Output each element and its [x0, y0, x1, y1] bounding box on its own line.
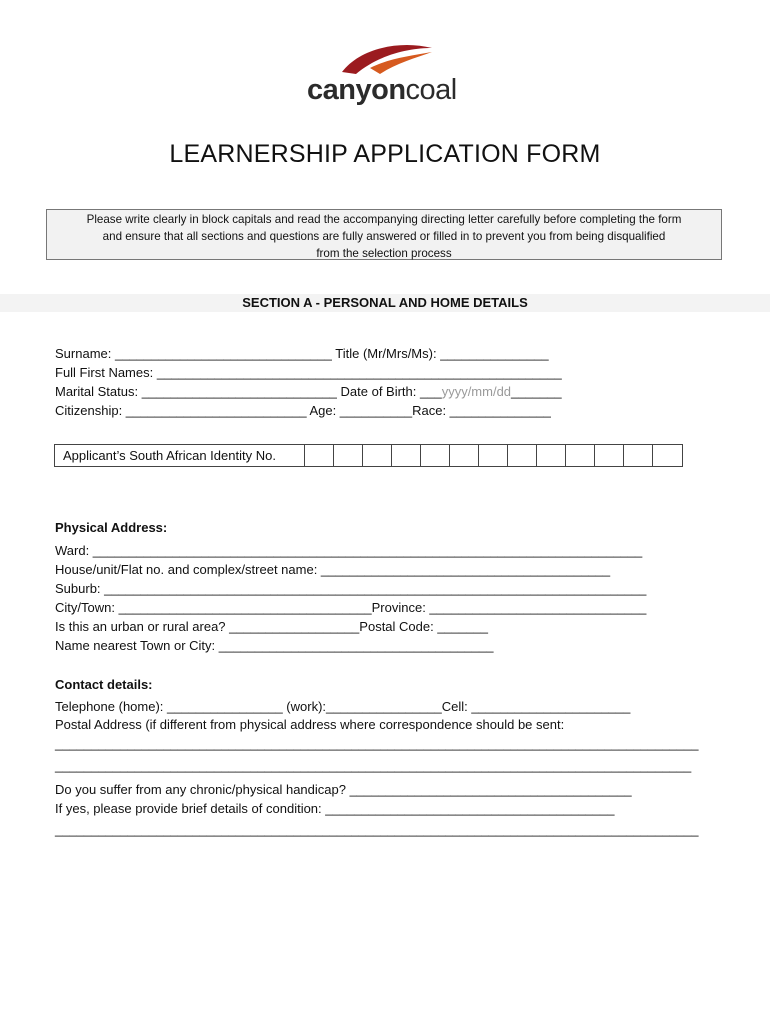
physical-address-heading: Physical Address:	[55, 520, 168, 535]
id-number-table	[54, 444, 683, 467]
condition-details-line[interactable]: _________________________________________________________________________________________	[55, 822, 699, 837]
date-of-birth-placeholder[interactable]: yyyy/mm/dd	[441, 384, 512, 399]
logo-brand-light: coal	[405, 74, 457, 106]
id-digit-cell[interactable]	[450, 445, 479, 466]
id-digit-cell[interactable]	[508, 445, 537, 466]
handicap-field[interactable]: Do you suffer from any chronic/physical handicap? _______________________________________	[55, 782, 632, 797]
id-digit-cell[interactable]	[421, 445, 450, 466]
canyon-coal-logo	[300, 40, 470, 110]
instructions-notice	[46, 209, 722, 260]
telephone-field[interactable]: Telephone (home): ________________ (work):________________Cell: ______________________	[55, 699, 631, 714]
id-digit-cell[interactable]	[334, 445, 363, 466]
condition-details-field[interactable]: If yes, please provide brief details of condition: ________________________________________	[55, 801, 615, 816]
notice-line-3: from the selection process	[316, 247, 452, 260]
postal-address-line-2[interactable]: ________________________________________________________________________________________	[55, 758, 692, 773]
id-digit-cell[interactable]	[392, 445, 421, 466]
id-digit-cell[interactable]	[305, 445, 334, 466]
logo-wordmark	[307, 74, 457, 107]
marital-dob-field[interactable]	[55, 384, 562, 400]
contact-details-heading: Contact details:	[55, 677, 153, 692]
city-province-field[interactable]: City/Town: ___________________________________Province: ______________________________	[55, 600, 647, 615]
notice-line-1: Please write clearly in block capitals and read the accompanying directing letter carefully before completing the form	[86, 213, 682, 226]
nearest-town-field[interactable]: Name nearest Town or City: ______________________________________	[55, 638, 494, 653]
id-digit-cell[interactable]	[537, 445, 566, 466]
id-digit-cell[interactable]	[624, 445, 653, 466]
postal-address-line-1[interactable]: _________________________________________________________________________________________	[55, 736, 699, 751]
logo-brand-bold: canyon	[307, 74, 406, 106]
id-digit-cell[interactable]	[653, 445, 682, 466]
first-names-field[interactable]: Full First Names: ________________________________________________________	[55, 365, 562, 380]
id-number-label: Applicant’s South African Identity No.	[55, 445, 305, 466]
id-digit-cell[interactable]	[566, 445, 595, 466]
house-street-field[interactable]: House/unit/Flat no. and complex/street name: ________________________________________	[55, 562, 611, 577]
section-a-title: SECTION A - PERSONAL AND HOME DETAILS	[242, 295, 528, 310]
notice-line-2: and ensure that all sections and questions are fully answered or filled in to prevent you from being disqualified	[102, 230, 666, 243]
dob-underline: _______	[511, 384, 562, 399]
surname-title-field[interactable]: Surname: ______________________________ Title (Mr/Mrs/Ms): _______________	[55, 346, 549, 361]
id-digit-cell[interactable]	[595, 445, 624, 466]
logo-swoosh-icon	[340, 42, 435, 76]
ward-field[interactable]: Ward: ____________________________________________________________________________	[55, 543, 643, 558]
urban-postal-field[interactable]: Is this an urban or rural area? __________________Postal Code: _______	[55, 619, 488, 634]
postal-address-label: Postal Address (if different from physical address where correspondence should be sent:	[55, 717, 565, 732]
id-digit-cell[interactable]	[479, 445, 508, 466]
page-title: LEARNERSHIP APPLICATION FORM	[169, 140, 601, 168]
suburb-field[interactable]: Suburb: ___________________________________________________________________________	[55, 581, 647, 596]
marital-status-label: Marital Status: ___________________________ Date of Birth: ___	[55, 384, 442, 399]
citizenship-age-race-field[interactable]: Citizenship: _________________________ Age: __________Race: ______________	[55, 403, 551, 418]
id-digit-cell[interactable]	[363, 445, 392, 466]
